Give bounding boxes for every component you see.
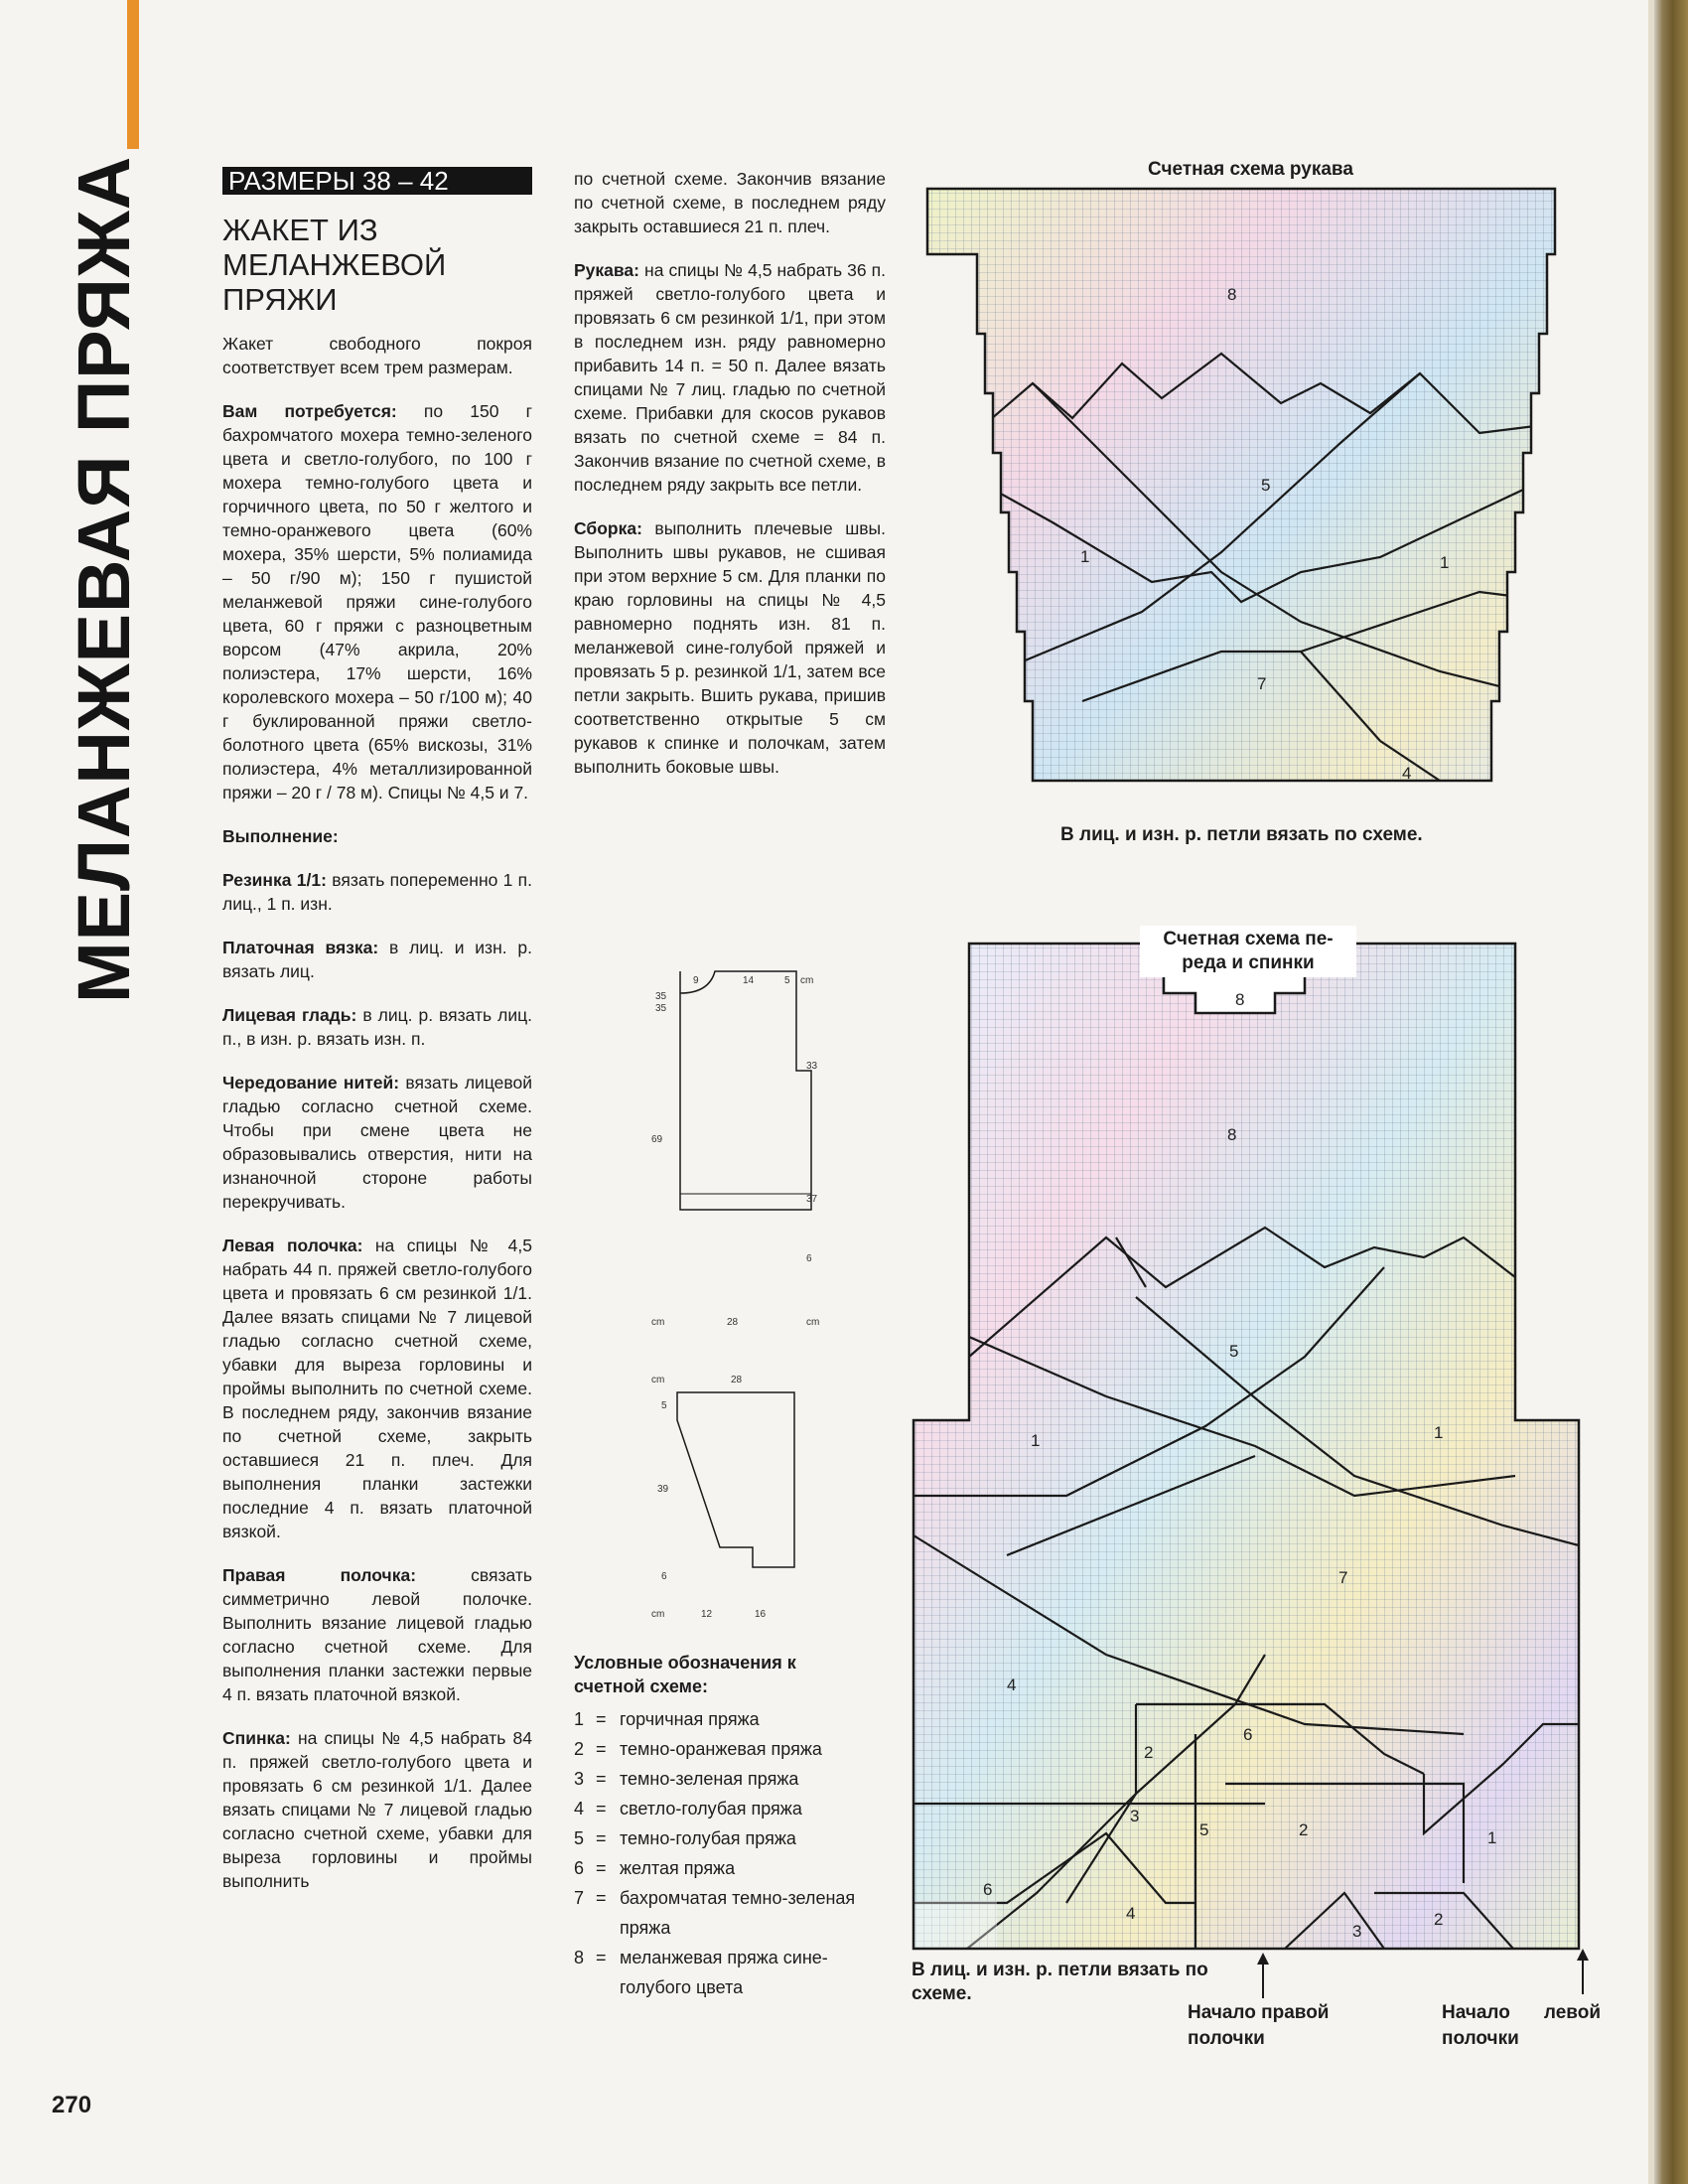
assembly-paragraph <box>574 516 886 779</box>
dim-label: 35 <box>655 991 667 1002</box>
orange-accent-strip <box>127 0 139 149</box>
garter-label: Платочная вязка: <box>222 938 379 957</box>
zone-label: 1 <box>1031 1431 1041 1450</box>
zone-label: 7 <box>1338 1568 1348 1587</box>
zone-label: 1 <box>1487 1828 1497 1847</box>
dim-label: 6 <box>806 1253 812 1264</box>
legend-number: 1 <box>574 1709 585 1729</box>
zone-label: 4 <box>1402 764 1412 783</box>
chart-legend <box>574 1651 917 2002</box>
dim-label: cm <box>806 1317 820 1328</box>
dim-label: 35 <box>655 1003 667 1014</box>
start-left-line <box>1442 2000 1601 2026</box>
legend-text: бахромчатая темно-зеленая пряжа <box>620 1888 856 1938</box>
legend-text: меланжевая пряжа сине-голубого цвета <box>620 1948 828 1997</box>
back-paragraph <box>222 1726 532 1893</box>
legend-number: 5 <box>574 1828 585 1848</box>
legend-number: 4 <box>574 1799 585 1819</box>
title-line: МЕЛАНЖЕВОЙ <box>222 247 447 282</box>
legend-number: 7 <box>574 1888 585 1908</box>
body-chart-title <box>1140 926 1356 977</box>
side-section-title: МЕЛАНЖЕВАЯ ПРЯЖА <box>63 155 145 1003</box>
dim-label: 39 <box>657 1484 669 1495</box>
legend-text: горчичная пряжа <box>620 1709 760 1729</box>
stockinette-paragraph <box>222 1003 532 1051</box>
body-chart-caption-line: схеме. <box>912 1983 972 2004</box>
left-front-text: на спицы № 4,5 набрать 44 п. пряжей светло-голубого цвета и провязать 6 см резинкой 1/1. Далее вязать спицами № 7 лицевой гладью согласно счетной схеме, убавки для выреза горловины и проймы выполнить по счетной схеме. В последнем ряду, закончив вязание по счетной схеме, закрыть оставшиеся 21 п. плеч. Для выполнения планки застежки последние 4 п. вязать платочной вязкой. <box>222 1236 532 1541</box>
rib-paragraph <box>222 868 532 916</box>
zone-label: 3 <box>1130 1807 1140 1825</box>
zone-label: 3 <box>1352 1922 1362 1941</box>
dim-label: 5 <box>661 1400 667 1411</box>
execution-heading <box>222 824 532 848</box>
sleeves-label: Рукава: <box>574 260 639 280</box>
page-spine-shadow <box>1654 0 1688 2184</box>
start-left-arrow-icon <box>1573 1947 1593 1996</box>
body-chart <box>908 940 1593 1963</box>
start-right-line: Начало правой <box>1188 2002 1330 2023</box>
legend-item: 8 = меланжевая пряжа сине-голубого цвета <box>574 1943 917 2002</box>
body-chart-title-line: Счетная схема пе- <box>1163 929 1334 949</box>
body-chart-title-line: реда и спинки <box>1182 952 1315 973</box>
assembly-label: Сборка: <box>574 518 642 538</box>
legend-text: темно-голубая пряжа <box>620 1828 796 1848</box>
sleeve-chart-title: Счетная схема рукава <box>1148 159 1353 180</box>
legend-number: 3 <box>574 1769 585 1789</box>
right-front-paragraph <box>222 1563 532 1706</box>
dim-label: cm <box>651 1375 665 1385</box>
legend-text: светло-голубая пряжа <box>620 1799 802 1819</box>
garter-text: в лиц. и изн. р. вязать лиц. <box>222 938 532 981</box>
left-front-paragraph <box>222 1234 532 1543</box>
title-line: ЖАКЕТ ИЗ <box>222 213 378 247</box>
sleeve-outline <box>677 1392 794 1567</box>
legend-text: темно-зеленая пряжа <box>620 1769 799 1789</box>
zone-label: 6 <box>983 1880 993 1899</box>
body-chart-caption <box>912 1959 1208 2006</box>
text-column-1 <box>222 332 532 1913</box>
legend-text: темно-оранжевая пряжа <box>620 1739 822 1759</box>
zone-label: 1 <box>1434 1423 1444 1442</box>
title-line: ПРЯЖИ <box>222 282 338 317</box>
stockinette-text: в лиц. р. вязать лиц. п., в изн. р. вязать изн. п. <box>222 1005 532 1049</box>
right-front-text: связать симметрично левой полочке. Выполнить вязание лицевой гладью согласно счетной схеме. Для выполнения планки застежки первые 4 п. вязать платочной вязкой. <box>222 1565 532 1704</box>
sleeves-text: на спицы № 4,5 набрать 36 п. пряжей светло-голубого цвета и провязать 6 см резинкой 1/1, при этом в последнем изн. ряду равномерно прибавить 14 п. = 50 п. Далее вязать спицами № 7 лиц. гладью по счетной схеме. Прибавки для скосов рукавов вязать по счетной схеме = 84 п. Закончив вязание по счетной схеме, в последнем ряду закрыть все петли. <box>574 260 886 495</box>
zone-label: 5 <box>1199 1820 1209 1839</box>
right-front-label: Правая полочка: <box>222 1565 417 1585</box>
sleeves-paragraph <box>574 258 886 497</box>
garter-paragraph <box>222 936 532 983</box>
rib-text: вязать попеременно 1 п. лиц., 1 п. изн. <box>222 870 532 914</box>
start-left-front-label <box>1442 2000 1601 2052</box>
zone-label: 7 <box>1257 674 1267 693</box>
text-column-2 <box>574 167 886 799</box>
execution-label: Выполнение: <box>222 826 339 846</box>
dim-label: cm <box>800 975 814 986</box>
dim-label: 9 <box>693 975 699 986</box>
legend-item: 2 = темно-оранжевая пряжа <box>574 1734 917 1764</box>
start-left-line: полочки <box>1442 2028 1519 2049</box>
zone-label: 2 <box>1299 1820 1309 1839</box>
body-chart-caption-line: В лиц. и изн. р. петли вязать по <box>912 1960 1208 1980</box>
rib-label: Резинка 1/1: <box>222 870 327 890</box>
dim-label: cm <box>651 1317 665 1328</box>
materials-label: Вам потребуется: <box>222 401 397 421</box>
start-right-front-label <box>1188 2000 1329 2052</box>
start-right-arrow-icon <box>1253 1951 1273 2000</box>
article-title <box>222 213 520 317</box>
zone-label: 1 <box>1080 547 1090 566</box>
legend-item: 6 = желтая пряжа <box>574 1853 917 1883</box>
legend-heading: Условные обозначения к счетной схеме: <box>574 1653 796 1696</box>
legend-item: 7 = бахромчатая темно-зеленая пряжа <box>574 1883 917 1943</box>
materials-text: по 150 г бахромчатого мохера темно-зеленого цвета и светло-голубого, по 100 г мохера темно-голубого цвета и горчичного цвета, по 50 г желтого и темно-оранжевого цвета (60% мохера, 35% шерсти, 5% полиамида – 50 г/90 м); 150 г пушистой меланжевой пряжи сине-голубого цвета, 60 г пряжи с разноцветным ворсом (47% акрила, 20% полиэстера, 17% шерсти, 16% королевского мохера – 50 г/100 м); 40 г буклированной пряжи светло-болотного цвета (65% вискозы, 31% полиэстера, 4% металлизированной пряжи – 20 г / 78 м). Спицы № 4,5 и 7. <box>222 401 532 802</box>
dim-label: cm <box>651 1609 665 1620</box>
legend-text: желтая пряжа <box>620 1858 736 1878</box>
dim-label: 6 <box>661 1571 667 1582</box>
colorwork-label: Чередование нитей: <box>222 1073 400 1092</box>
dim-label: 28 <box>727 1317 739 1328</box>
sleeve-chart <box>923 185 1559 830</box>
dim-label: 12 <box>701 1609 713 1620</box>
legend-number: 2 <box>574 1739 585 1759</box>
dim-label: 28 <box>731 1375 743 1385</box>
sleeve-pattern-schematic <box>645 1371 844 1629</box>
dim-label: 33 <box>806 1061 818 1072</box>
dim-label: 16 <box>755 1609 767 1620</box>
dim-label: 37 <box>806 1194 818 1205</box>
zone-label: 4 <box>1126 1904 1136 1923</box>
zone-label: 8 <box>1235 990 1245 1009</box>
zone-label: 8 <box>1227 285 1237 304</box>
back-label: Спинка: <box>222 1728 291 1748</box>
zone-label: 6 <box>1243 1725 1253 1744</box>
legend-item: 4 = светло-голубая пряжа <box>574 1794 917 1823</box>
zone-label: 2 <box>1144 1743 1154 1762</box>
legend-item: 5 = темно-голубая пряжа <box>574 1823 917 1853</box>
sleeve-chart-caption: В лиц. и изн. р. петли вязать по схеме. <box>1060 824 1423 845</box>
page-number: 270 <box>52 2092 92 2118</box>
colorwork-paragraph <box>222 1071 532 1214</box>
assembly-text: выполнить плечевые швы. Выполнить швы рукавов, не сшивая при этом верхние 5 см. Для планки по краю горловины на спицы № 4,5 равномерно поднять изн. 81 п. меланжевой сине-голубой пряжей и провязать 5 р. резинкой 1/1, затем все петли закрыть. Вшить рукава, пришив соответственно открытые 5 см рукавов к спинке и полочкам, затем выполнить боковые швы. <box>574 518 886 777</box>
body-pattern-schematic <box>645 963 844 1341</box>
zone-label: 5 <box>1229 1342 1239 1361</box>
start-right-line: полочки <box>1188 2028 1265 2049</box>
legend-item: 3 = темно-зеленая пряжа <box>574 1764 917 1794</box>
intro-paragraph: Жакет свободного покроя соответствует всем трем размерам. <box>222 334 532 377</box>
legend-item: 1 = горчичная пряжа <box>574 1704 917 1734</box>
left-front-label: Левая полочка: <box>222 1236 363 1255</box>
materials-paragraph <box>222 399 532 804</box>
start-left-word: Начало <box>1442 2002 1510 2023</box>
zone-label: 8 <box>1227 1125 1237 1144</box>
zone-label: 5 <box>1261 476 1271 495</box>
back-continuation: по счетной схеме. Закончив вязание по счетной схеме, в последнем ряду закрыть оставшиеся 21 п. плеч. <box>574 169 886 236</box>
dim-label: 69 <box>651 1134 663 1145</box>
zone-label: 4 <box>1007 1675 1017 1694</box>
stockinette-label: Лицевая гладь: <box>222 1005 357 1025</box>
legend-number: 8 <box>574 1948 585 1967</box>
start-left-word: левой <box>1543 2002 1601 2023</box>
colorwork-text: вязать лицевой гладью согласно счетной схеме. Чтобы при смене цвета не образовывались отверстия, нити на изнаночной стороне работы перекручивать. <box>222 1073 532 1212</box>
dim-label: 5 <box>784 975 790 986</box>
dim-label: 14 <box>743 975 755 986</box>
back-text: на спицы № 4,5 набрать 84 п. пряжей светло-голубого цвета и провязать 6 см резинкой 1/1. Далее вязать спицами № 7 лицевой гладью согласно счетной схеме, убавки для выреза горловины и проймы выполнить <box>222 1728 532 1891</box>
zone-label: 1 <box>1440 553 1450 572</box>
zone-label: 2 <box>1434 1910 1444 1929</box>
legend-number: 6 <box>574 1858 585 1878</box>
sizes-banner: РАЗМЕРЫ 38 – 42 <box>222 167 532 195</box>
